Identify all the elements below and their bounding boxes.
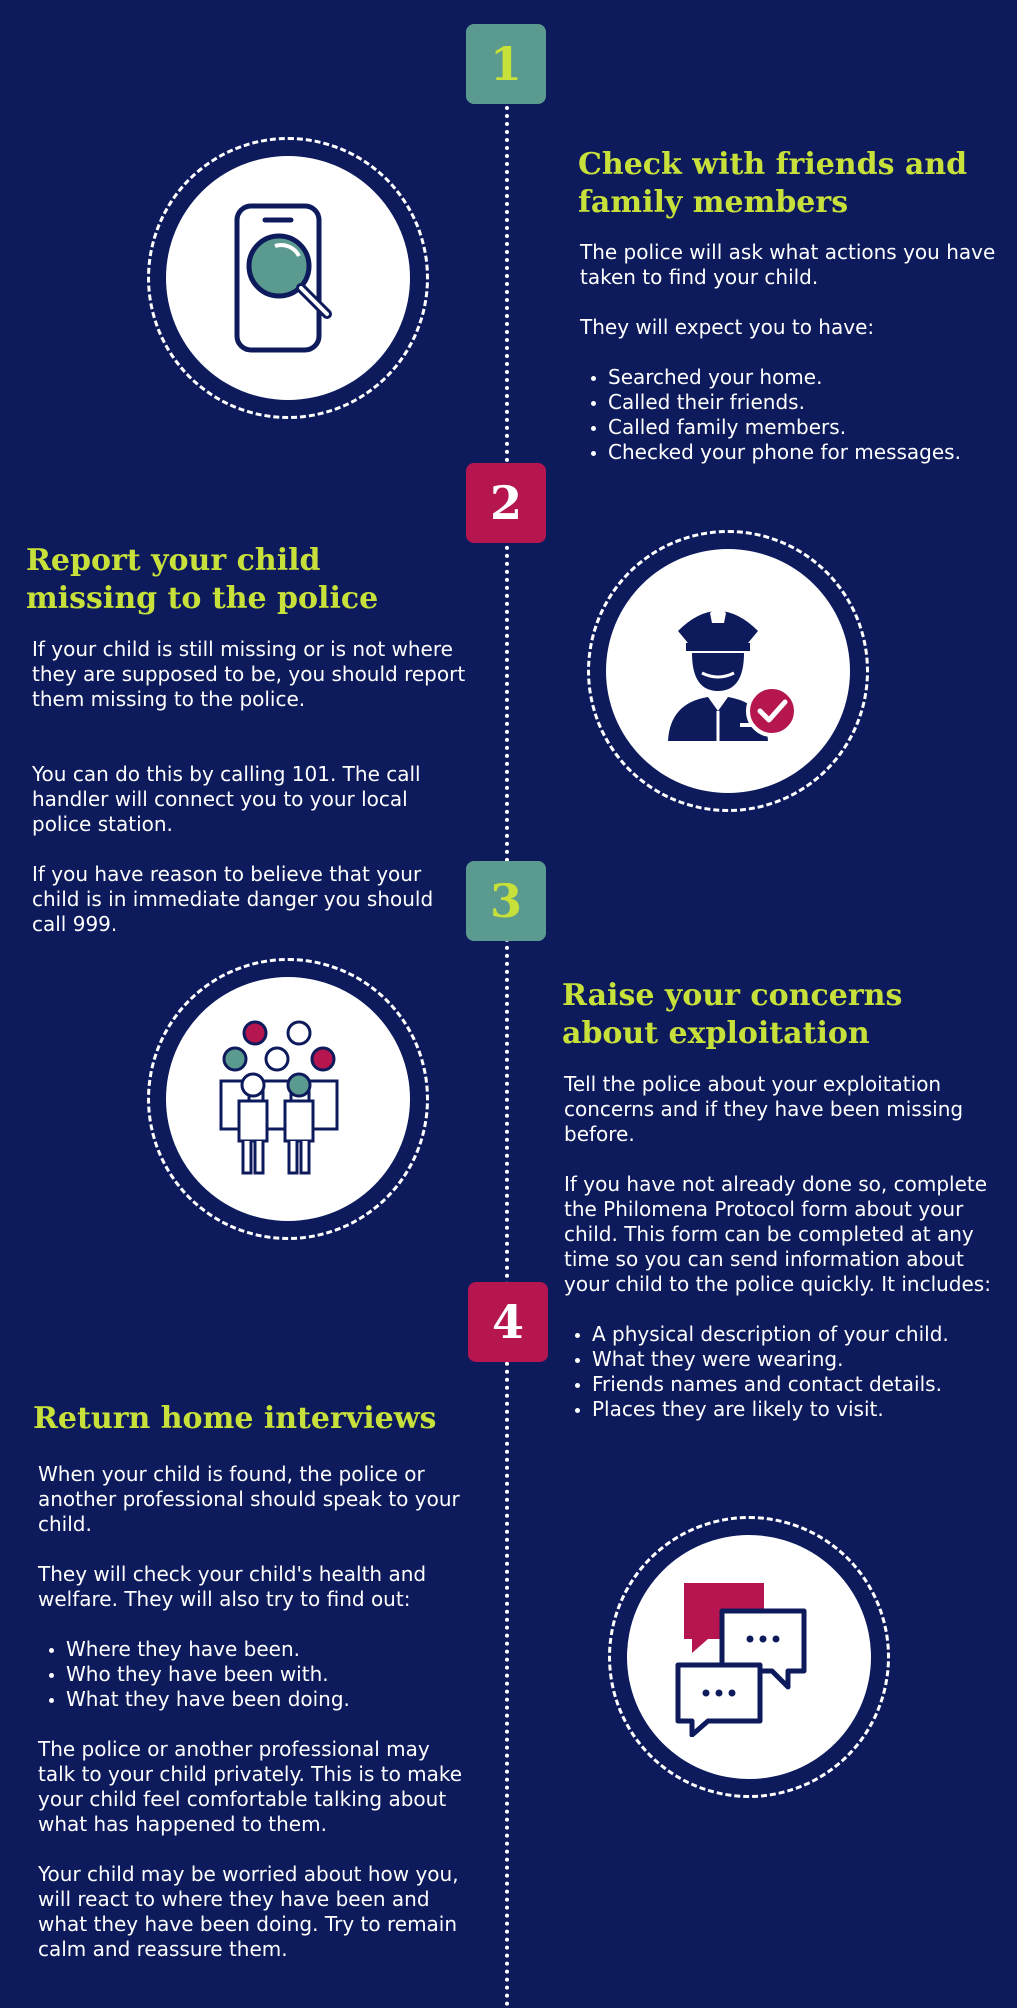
list-item: • Places they are likely to visit. <box>592 1397 1009 1422</box>
step-4-list <box>38 1637 468 1712</box>
list-item: • A physical description of your child. <box>592 1322 1009 1347</box>
step-3-icon-circle <box>166 977 410 1221</box>
list-item: • Called family members. <box>608 415 1000 440</box>
step-4-heading: Return home interviews <box>33 1401 437 1436</box>
chat-bubbles-icon <box>674 1577 824 1737</box>
step-4-body <box>38 1462 468 1987</box>
step-2-paragraph: You can do this by calling 101. The call handler will connect you to your local police station. <box>32 762 421 836</box>
step-2-badge: 2 <box>466 463 546 543</box>
list-item: • What they were wearing. <box>592 1347 1009 1372</box>
step-2-icon-circle <box>606 549 850 793</box>
step-4-paragraph: Your child may be worried about how you, will react to where they have been and what they have been doing. Try to remain calm and reassure them. <box>38 1862 459 1961</box>
step-4-paragraph: When your child is found, the police or another professional should speak to your child. <box>38 1462 460 1536</box>
step-2-body <box>32 637 472 962</box>
phone-search-icon <box>223 198 353 358</box>
list-item: • Called their friends. <box>608 390 1000 415</box>
list-item: • Friends names and contact details. <box>592 1372 1009 1397</box>
step-3-list <box>564 1322 1009 1422</box>
list-item: • Where they have been. <box>66 1637 468 1662</box>
step-3-badge: 3 <box>466 861 546 941</box>
step-4-paragraph: They will check your child's health and welfare. They will also try to find out: <box>38 1562 427 1611</box>
step-2-heading: Report your child missing to the police <box>26 543 379 616</box>
step-1-body <box>580 240 1000 490</box>
step-3-body <box>564 1072 1009 1447</box>
step-3-paragraph: Tell the police about your exploitation concerns and if they have been missing before. <box>564 1072 964 1146</box>
group-of-people-icon <box>213 1019 363 1179</box>
step-1-paragraph: They will expect you to have: <box>580 315 875 339</box>
step-1-list <box>580 365 1000 465</box>
step-1-icon-circle <box>166 156 410 400</box>
step-1-badge: 1 <box>466 24 546 104</box>
timeline-dotted-line <box>505 90 509 2008</box>
list-item: • What they have been doing. <box>66 1687 468 1712</box>
step-2-paragraph: If you have reason to believe that your child is in immediate danger you should call 999. <box>32 862 434 936</box>
step-3-heading: Raise your concerns about exploitation <box>562 978 903 1051</box>
list-item: • Who they have been with. <box>66 1662 468 1687</box>
step-4-icon-circle <box>627 1535 871 1779</box>
step-1-paragraph: The police will ask what actions you have taken to find your child. <box>580 240 996 289</box>
step-4-paragraph: The police or another professional may talk to your child privately. This is to make your child feel comfortable talking about what has happened to them. <box>38 1737 463 1836</box>
police-officer-icon <box>648 591 808 751</box>
step-3-paragraph: If you have not already done so, complete the Philomena Protocol form about your child. This form can be completed at any time so you can send information about your child to the police quickly. It includes: <box>564 1172 991 1296</box>
step-2-paragraph: If your child is still missing or is not where they are supposed to be, you should report them missing to the police. <box>32 637 466 711</box>
list-item: • Searched your home. <box>608 365 1000 390</box>
step-1-heading: Check with friends and family members <box>578 147 968 220</box>
step-4-badge: 4 <box>468 1282 548 1362</box>
list-item: • Checked your phone for messages. <box>608 440 1000 465</box>
